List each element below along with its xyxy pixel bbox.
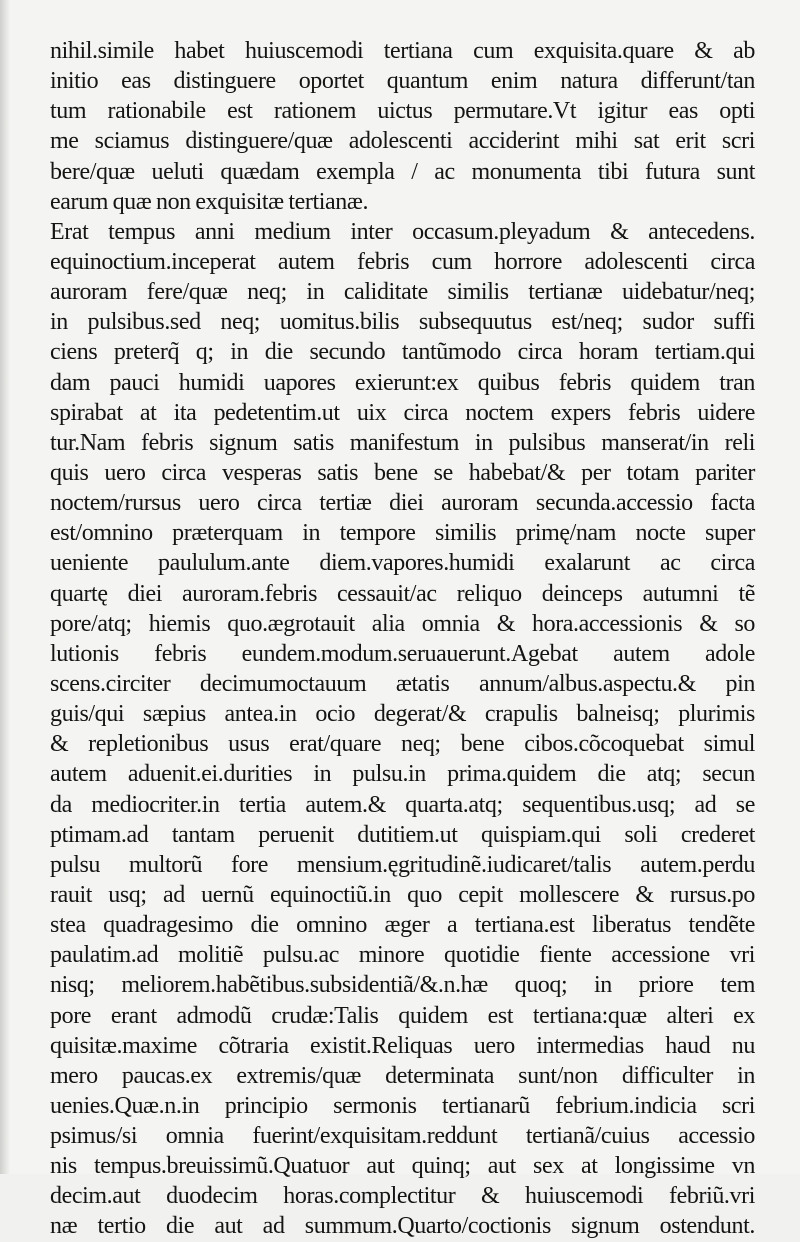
- text-line: Erat tempus anni medium inter occasum.pleyadum & antecedens.: [50, 218, 755, 245]
- text-line: paulatim.ad molitiẽ pulsu.ac minore quotidie fiente accessione vri: [50, 942, 755, 969]
- text-line: earum quæ non exquisitæ tertianæ.: [50, 188, 369, 215]
- text-line: uenies.Quæ.n.in principio sermonis tertianarũ febrium.indicia scri: [50, 1092, 755, 1119]
- text-line: rauit usq; ad uernũ equinoctiũ.in quo cepit mollescere & rursus.po: [50, 881, 755, 908]
- text-line: noctem/rursus uero circa tertiæ diei auroram secunda.accessio facta: [50, 490, 755, 517]
- page-gutter-shadow: [0, 0, 10, 1174]
- text-line: da mediocriter.in tertia autem.& quarta.atq; sequentibus.usq; ad se: [50, 791, 755, 818]
- text-line: guis/qui sæpius antea.in ocio degerat/& crapulis balneisq; plurimis: [50, 701, 755, 728]
- text-line: ptimam.ad tantam peruenit dutitiem.ut quispiam.qui soli crederet: [50, 821, 755, 848]
- text-line: & repletionibus usus erat/quare neq; bene cibos.cõcoquebat simul: [50, 731, 755, 758]
- text-line: pore/atq; hiemis quo.ægrotauit alia omnia & hora.accessionis & so: [50, 610, 755, 637]
- printed-text-block: [50, 36, 755, 1242]
- text-line: spirabat at ita pedetentim.ut uix circa noctem expers febris uidere: [50, 399, 755, 426]
- text-line: dam pauci humidi uapores exierunt:ex quibus febris quidem tran: [50, 369, 755, 396]
- text-line: scens.circiter decimumoctauum ætatis annum/albus.aspectu.& pin: [50, 670, 755, 697]
- text-line: nihil.simile habet huiuscemodi tertiana cum exquisita.quare & ab: [50, 38, 755, 64]
- text-line: pore erant admodũ crudæ:Talis quidem est tertiana:quæ alteri ex: [50, 1002, 755, 1029]
- text-line: equinoctium.inceperat autem febris cum horrore adolescenti circa: [50, 248, 755, 275]
- text-line: decim.aut duodecim horas.complectitur & huiuscemodi febriũ.vri: [50, 1183, 755, 1210]
- text-line: tum rationabile est rationem uictus permutare.Vt igitur eas opti: [50, 98, 755, 125]
- text-line: psimus/si omnia fuerint/exquisitam.reddunt tertianã/cuius accessio: [50, 1123, 755, 1150]
- text-line: nis tempus.breuissimũ.Quatuor aut quinq; aut sex at longissime vn: [50, 1153, 755, 1180]
- text-line: mero paucas.ex extremis/quæ determinata sunt/non difficulter in: [50, 1062, 755, 1089]
- text-line: nisq; meliorem.habẽtibus.subsidentiã/&.n.hæ quoq; in priore tem: [50, 972, 755, 999]
- text-line: lutionis febris eundem.modum.seruauerunt.Agebat autem adole: [50, 640, 755, 667]
- text-line: stea quadragesimo die omnino æger a tertiana.est liberatus tendẽte: [50, 912, 755, 939]
- text-line: bere/quæ ueluti quædam exempla / ac monumenta tibi futura sunt: [50, 158, 755, 185]
- text-line: quisitæ.maxime cõtraria existit.Reliquas uero intermedias haud nu: [50, 1032, 755, 1059]
- text-line: pulsu multorũ fore mensium.ęgritudinẽ.iudicaret/talis autem.perdu: [50, 851, 755, 878]
- text-line: quis uero circa vesperas satis bene se habebat/& per totam pariter: [50, 459, 755, 486]
- text-line: in pulsibus.sed neq; uomitus.bilis subsequutus est/neq; sudor suffi: [50, 309, 755, 336]
- text-line: est/omnino præterquam in tempore similis primę/nam nocte super: [50, 520, 755, 547]
- text-line: auroram fere/quæ neq; in caliditate similis tertianæ uidebatur/neq;: [50, 279, 755, 306]
- text-line: autem aduenit.ei.durities in pulsu.in prima.quidem die atq; secun: [50, 761, 755, 788]
- text-line: initio eas distinguere oportet quantum enim natura differunt/tan: [50, 68, 755, 95]
- text-line: ciens preterq̃ q; in die secundo tantũmodo circa horam tertiam.qui: [50, 339, 755, 366]
- text-line: næ tertio die aut ad summum.Quarto/coctionis signum ostendunt.: [50, 1213, 755, 1240]
- text-line: quartę diei auroram.febris cessauit/ac reliquo deinceps autumni tẽ: [50, 580, 755, 607]
- text-line: ueniente paululum.ante diem.vapores.humidi exalarunt ac circa: [50, 550, 755, 577]
- text-line: tur.Nam febris signum satis manifestum in pulsibus manserat/in reli: [50, 429, 755, 456]
- text-line: me sciamus distinguere/quæ adolescenti acciderint mihi sat erit scri: [50, 128, 755, 155]
